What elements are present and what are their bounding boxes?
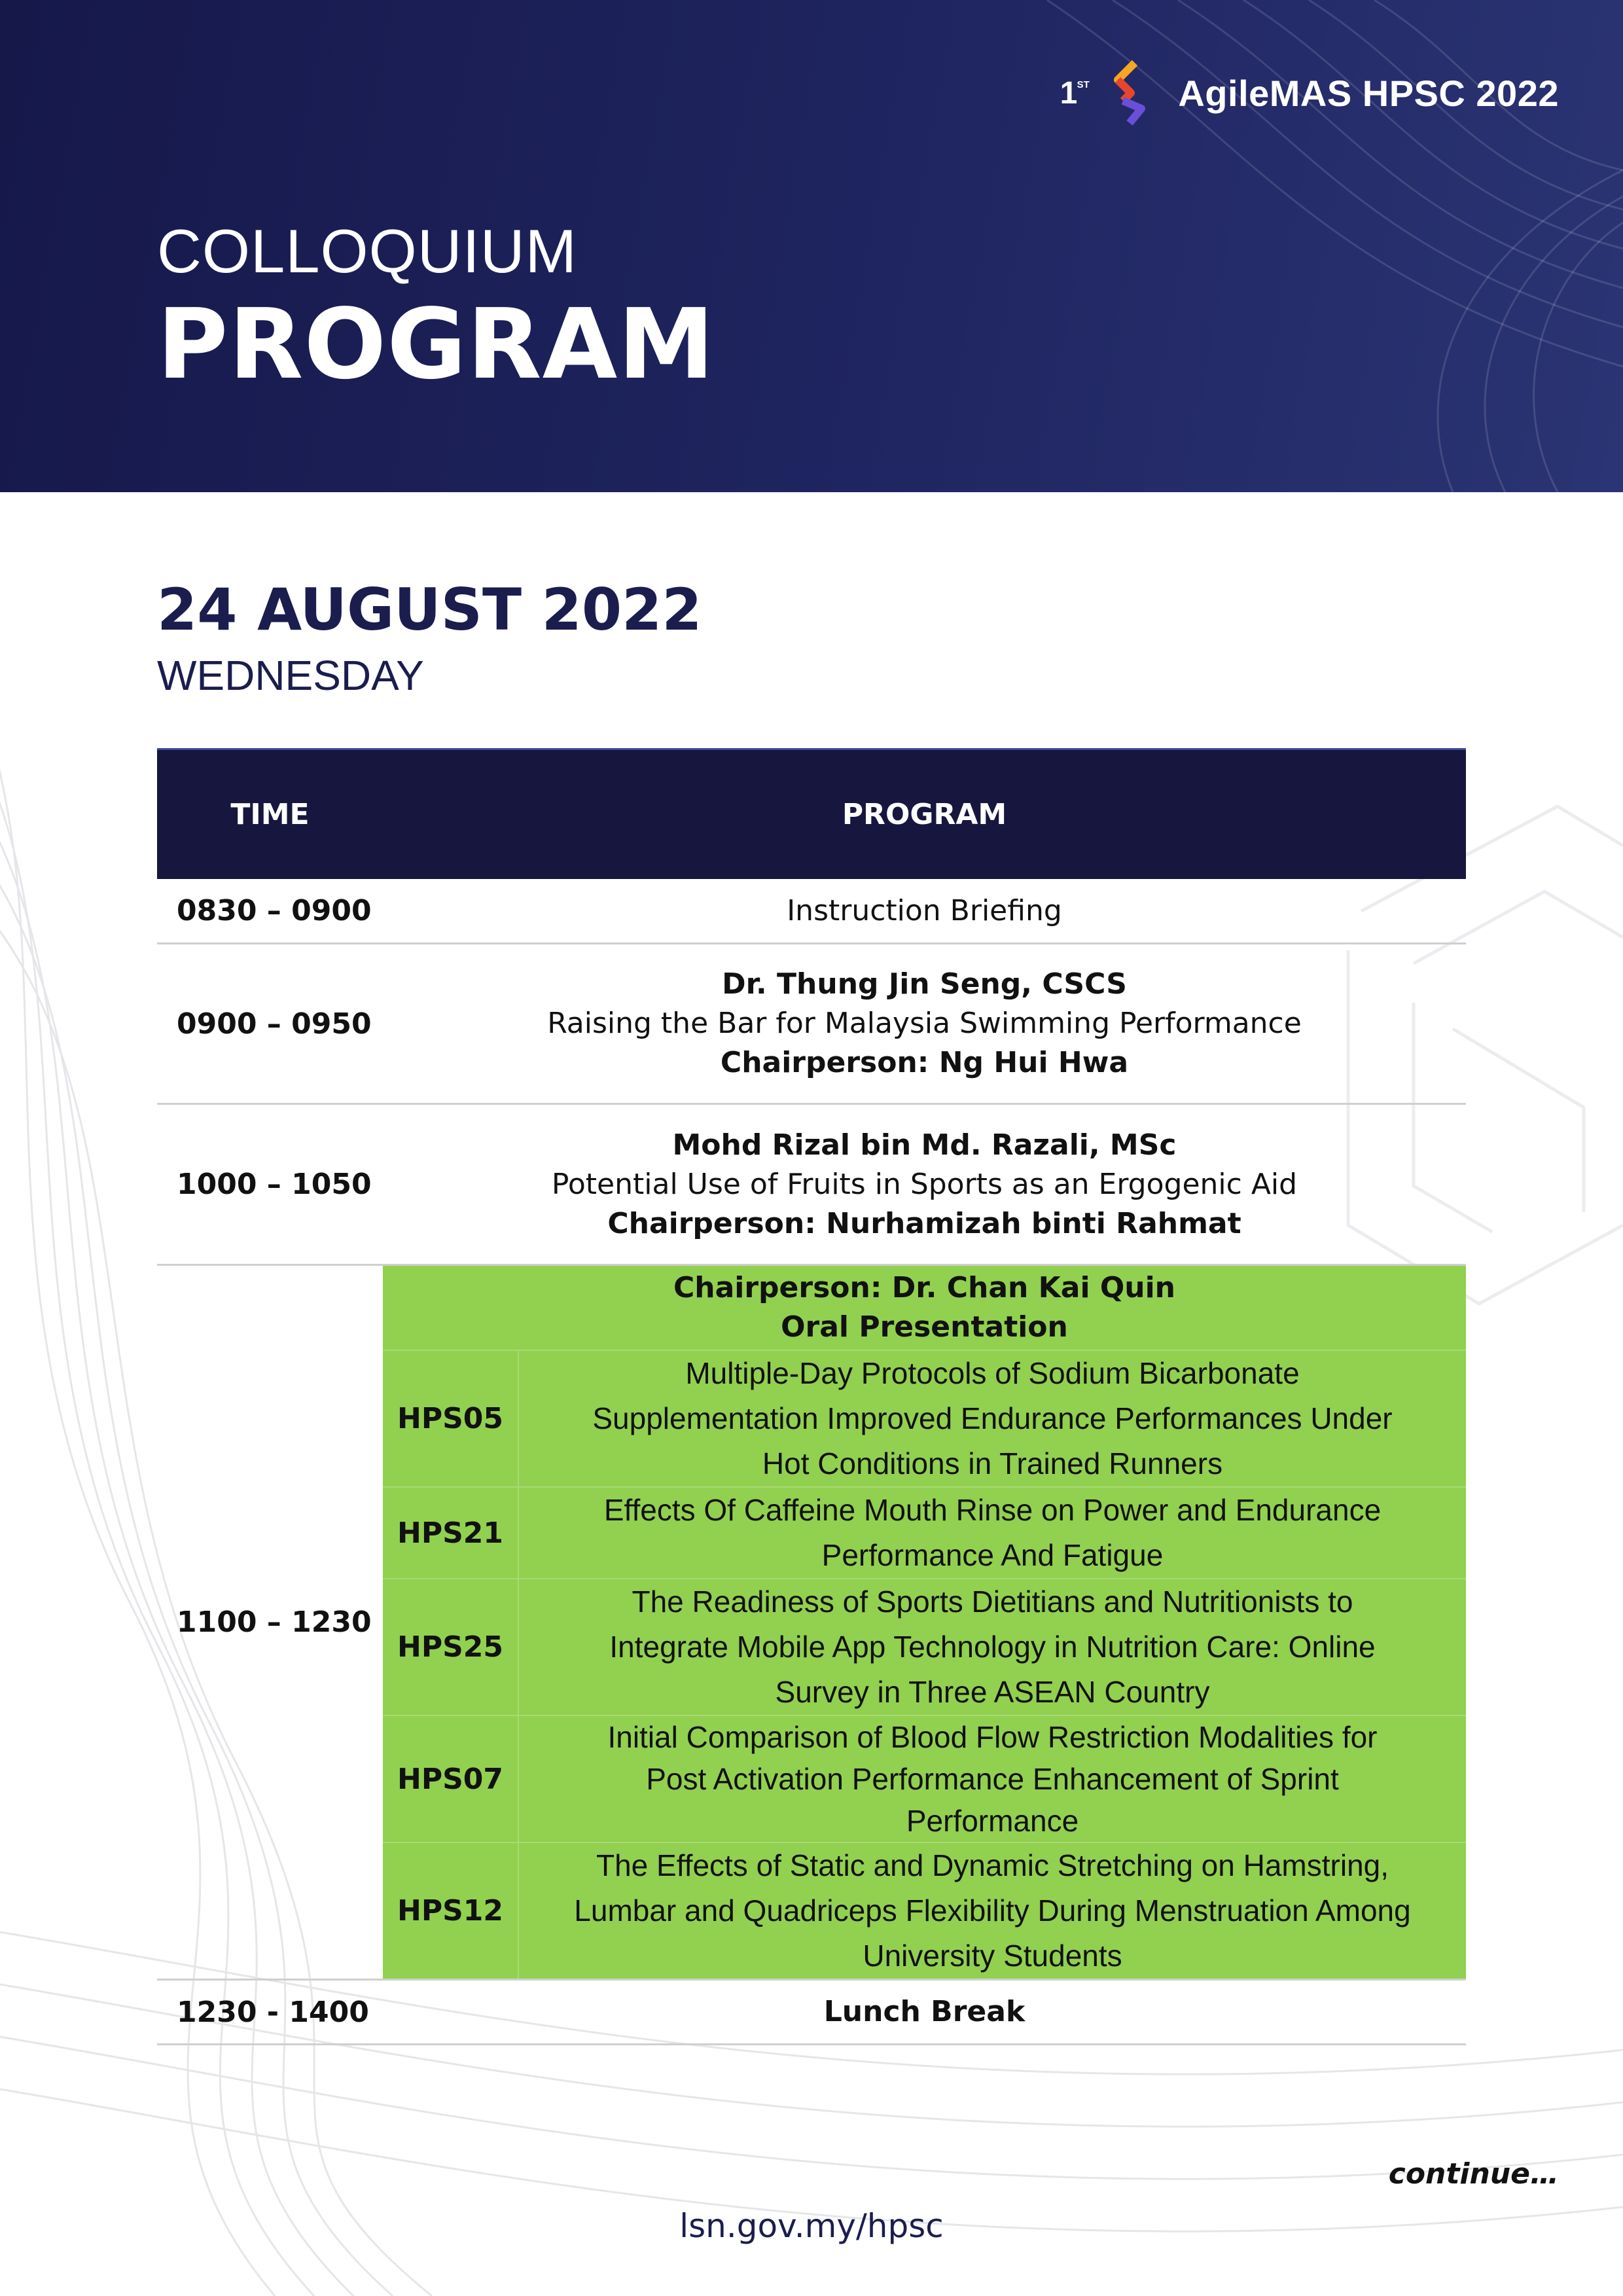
- paper-title-line: Performance And Fatigue: [821, 1538, 1164, 1572]
- paper-title-line: Supplementation Improved Endurance Performances Under: [592, 1401, 1393, 1435]
- chairperson: Chairperson: Nurhamizah binti Rahmat: [607, 1206, 1241, 1240]
- paper-title-line: Hot Conditions in Trained Runners: [762, 1446, 1223, 1480]
- session-chairperson: Chairperson: Dr. Chan Kai Quin: [673, 1271, 1176, 1304]
- title-program: PROGRAM: [157, 288, 715, 401]
- paper-title-line: Survey in Three ASEAN Country: [775, 1675, 1210, 1709]
- table-row: [157, 879, 1466, 944]
- paper-title-line: Effects Of Caffeine Mouth Rinse on Power and Endurance: [603, 1493, 1382, 1527]
- paper-title-line: The Effects of Static and Dynamic Stretching on Hamstring,: [596, 1848, 1389, 1882]
- session-type: Oral Presentation: [781, 1310, 1068, 1344]
- row-program: Instruction Briefing: [787, 893, 1062, 927]
- speaker-name: Mohd Rizal bin Md. Razali, MSc: [672, 1128, 1177, 1162]
- schedule-table: [157, 748, 1466, 2045]
- paper-title: [519, 1351, 1466, 1486]
- paper-title-line: Performance: [906, 1804, 1079, 1838]
- title-colloquium: COLLOQUIUM: [157, 217, 577, 285]
- brand-ordinal: [1060, 75, 1090, 111]
- paper-row: [383, 1488, 1466, 1579]
- paper-row: [383, 1579, 1466, 1716]
- paper-row: [383, 1351, 1466, 1488]
- paper-code: HPS21: [383, 1488, 519, 1578]
- table-row: [157, 944, 1466, 1105]
- paper-code: HPS07: [383, 1716, 519, 1842]
- paper-title-line: University Students: [863, 1939, 1122, 1973]
- row-time: 1230 - 1400: [177, 1995, 369, 2029]
- paper-title: [519, 1488, 1466, 1578]
- chairperson: Chairperson: Ng Hui Hwa: [720, 1046, 1129, 1079]
- event-brand: [1060, 60, 1559, 126]
- table-header: [157, 748, 1466, 879]
- table-row-oral-session: [157, 1266, 1466, 1981]
- paper-title-line: Initial Comparison of Blood Flow Restriction Modalities for: [607, 1720, 1378, 1754]
- brand-ordinal-suffix: ST: [1077, 79, 1090, 90]
- paper-code: HPS12: [383, 1843, 519, 1979]
- row-program: [383, 1126, 1466, 1244]
- row-time: 0900 – 0950: [177, 1007, 372, 1041]
- oral-session-block: [383, 1266, 1466, 1979]
- paper-title-line: Post Activation Performance Enhancement of Sprint: [646, 1762, 1339, 1796]
- brand-name: AgileMAS HPSC 2022: [1178, 72, 1559, 114]
- row-time: 1000 – 1050: [177, 1168, 372, 1201]
- talk-topic: Potential Use of Fruits in Sports as an Ergogenic Aid: [551, 1167, 1298, 1201]
- paper-code: HPS25: [383, 1579, 519, 1715]
- row-time: 1100 – 1230: [177, 1605, 372, 1639]
- agilemas-logo-icon: [1103, 60, 1156, 126]
- brand-ordinal-number: 1: [1060, 75, 1078, 111]
- table-row: [157, 1981, 1466, 2045]
- header-banner: [0, 0, 1623, 492]
- row-time: 0830 – 0900: [177, 894, 372, 927]
- continue-note: continue…: [1388, 2157, 1559, 2191]
- program-weekday: WEDNESDAY: [157, 652, 424, 699]
- row-program: Lunch Break: [823, 1995, 1026, 2028]
- footer-url: lsn.gov.my/hpsc: [679, 2207, 944, 2245]
- program-date: 24 AUGUST 2022: [157, 576, 702, 643]
- paper-title: [519, 1843, 1466, 1979]
- session-header: [383, 1266, 1466, 1351]
- speaker-name: Dr. Thung Jin Seng, CSCS: [722, 967, 1127, 1001]
- row-program: [383, 965, 1466, 1083]
- paper-title: [519, 1716, 1466, 1842]
- paper-row: [383, 1843, 1466, 1979]
- paper-title-line: Multiple-Day Protocols of Sodium Bicarbonate: [685, 1356, 1300, 1390]
- header-time: TIME: [230, 798, 310, 831]
- paper-title-line: Lumbar and Quadriceps Flexibility During Menstruation Among: [574, 1893, 1411, 1928]
- talk-topic: Raising the Bar for Malaysia Swimming Performance: [547, 1007, 1302, 1040]
- paper-code: HPS05: [383, 1351, 519, 1486]
- paper-title: [519, 1579, 1466, 1715]
- paper-row: [383, 1716, 1466, 1843]
- table-row: [157, 1105, 1466, 1266]
- paper-title-line: The Readiness of Sports Dietitians and Nutritionists to: [632, 1585, 1353, 1619]
- header-program: PROGRAM: [842, 798, 1007, 831]
- paper-title-line: Integrate Mobile App Technology in Nutrition Care: Online: [609, 1630, 1376, 1664]
